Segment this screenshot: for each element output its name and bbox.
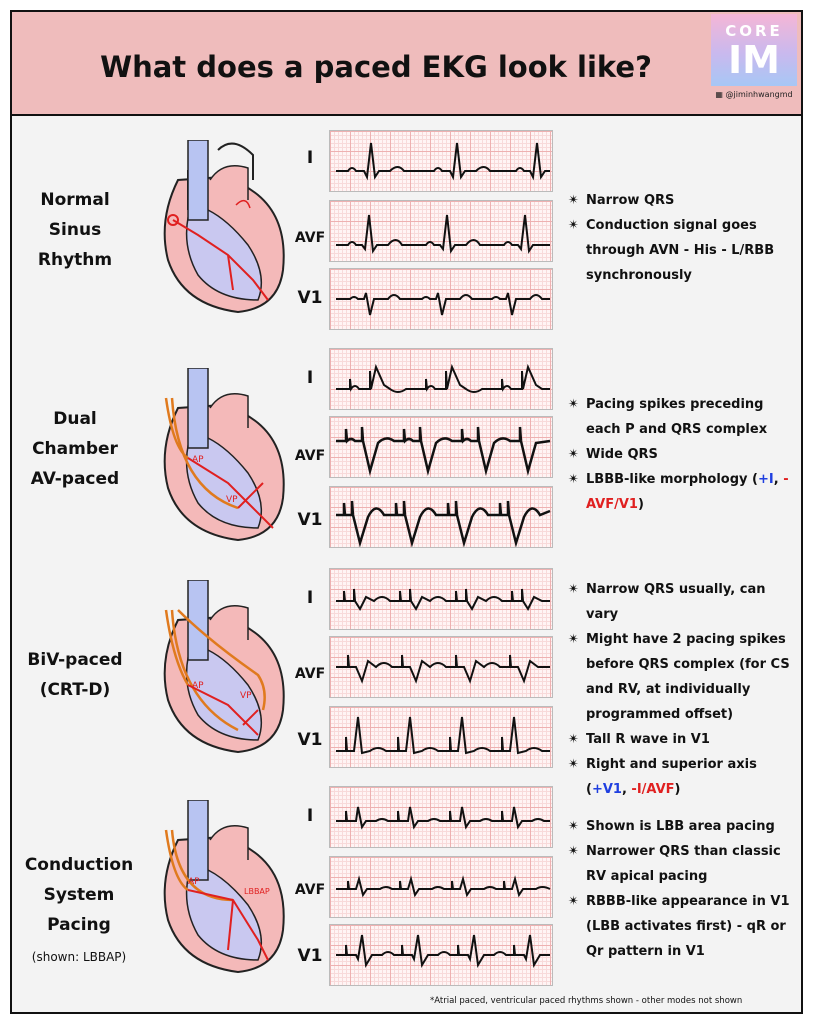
bullets-biv [568, 577, 800, 802]
bullet-text: Right and superior axis ( [586, 757, 757, 797]
bullet-item [568, 814, 800, 839]
heart-mark-vp: VP [226, 495, 238, 505]
bullet-star-icon: ✴ [568, 819, 579, 834]
label-line: Normal [40, 190, 110, 210]
bullet-text: RBBB-like appearance in V1 (LBB activates first) - qR or Qr pattern in V1 [586, 894, 790, 959]
lead-label-v1: V1 [297, 946, 323, 966]
label-line: Sinus [48, 220, 102, 240]
ekg-strip-csp-avf [329, 856, 553, 918]
footnote: *Atrial paced, ventricular paced rhythms shown - other modes not shown [430, 996, 743, 1006]
bullet-star-icon: ✴ [568, 472, 579, 487]
logo-text-core: CORE [725, 22, 783, 40]
core-im-logo [711, 14, 797, 100]
lead-label-avf: AVF [294, 448, 326, 464]
positive-leads: +I [757, 472, 774, 487]
bullet-text: Pacing spikes preceding each P and QRS complex [586, 397, 768, 437]
bullet-text: LBBB-like morphology ( [586, 472, 758, 487]
section-sublabel-csp: (shown: LBBAP) [31, 950, 127, 964]
bullet-item [568, 392, 800, 442]
label-line: System [43, 885, 115, 905]
section-label-nsr [20, 185, 130, 275]
bullet-text: ) [674, 782, 681, 797]
heart-illustration-biv [148, 580, 288, 760]
bullet-item [568, 467, 800, 517]
bullet-star-icon: ✴ [568, 397, 579, 412]
lead-label-v1: V1 [297, 288, 323, 308]
label-line: AV-paced [30, 469, 120, 489]
bullet-text: Narrower QRS than classic RV apical pacing [586, 844, 781, 884]
bullet-text: Might have 2 pacing spikes before QRS complex (for CS and RV, at individually programmed offset) [586, 632, 790, 722]
label-line: BiV-paced [27, 650, 123, 670]
ekg-strip-csp-i [329, 786, 553, 848]
bullet-item [568, 727, 800, 752]
ekg-trace [330, 487, 552, 547]
logo-badge [711, 14, 797, 86]
ekg-trace [330, 787, 552, 847]
bullet-text: Conduction signal goes through AVN - His - L/RBB synchronously [586, 218, 775, 283]
bullet-star-icon: ✴ [568, 582, 579, 597]
bullet-star-icon: ✴ [568, 193, 579, 208]
section-label-dual-chamber [20, 404, 130, 494]
bullets-csp [568, 814, 800, 964]
label-line: Dual [53, 409, 97, 429]
page-title: What does a paced EKG look like? [100, 50, 652, 84]
bullet-star-icon: ✴ [568, 732, 579, 747]
ekg-trace [330, 201, 552, 261]
ekg-strip-nsr-i [329, 130, 553, 192]
heart-mark-ap: AP [188, 877, 200, 887]
ekg-strip-biv-v1 [329, 706, 553, 768]
bullet-text: ) [637, 497, 644, 512]
bullet-item [568, 889, 800, 964]
lead-label-avf: AVF [294, 666, 326, 682]
bullets-nsr [568, 188, 800, 288]
bullet-item [568, 442, 800, 467]
label-line: (CRT-D) [39, 680, 111, 700]
ekg-strip-dual-v1 [329, 486, 553, 548]
bullet-text: Wide QRS [586, 447, 658, 462]
bullets-dual-chamber [568, 392, 800, 517]
bullet-text: Shown is LBB area pacing [586, 819, 775, 834]
bullet-star-icon: ✴ [568, 757, 579, 772]
bullet-star-icon: ✴ [568, 632, 579, 647]
section-label-biv [20, 645, 130, 705]
bullet-star-icon: ✴ [568, 447, 579, 462]
ekg-trace [330, 637, 552, 697]
bullet-item [568, 577, 800, 627]
ekg-strip-csp-v1 [329, 924, 553, 986]
ekg-strip-dual-i [329, 348, 553, 410]
lead-label-i: I [306, 148, 314, 168]
lead-label-avf: AVF [294, 882, 326, 898]
header-banner [10, 10, 803, 116]
ekg-trace [330, 349, 552, 409]
lead-label-avf: AVF [294, 230, 326, 246]
heart-illustration-dual-chamber [148, 368, 288, 548]
bullet-text: , [773, 472, 784, 487]
ekg-strip-nsr-avf [329, 200, 553, 262]
author-handle-text: @jiminhwangmd [725, 90, 793, 99]
ekg-trace [330, 569, 552, 629]
lead-label-v1: V1 [297, 730, 323, 750]
bullet-star-icon: ✴ [568, 844, 579, 859]
author-handle: ▦ @jiminhwangmd [715, 90, 793, 99]
bullet-item [568, 627, 800, 727]
ekg-trace [330, 417, 552, 477]
logo-text-im: IM [728, 38, 780, 82]
ekg-trace [330, 269, 552, 329]
ekg-strip-dual-avf [329, 416, 553, 478]
heart-illustration-nsr [148, 140, 288, 320]
lead-label-i: I [306, 588, 314, 608]
negative-leads: -AVF/V1 [586, 472, 789, 512]
bullet-text: Narrow QRS usually, can vary [586, 582, 766, 622]
lead-label-i: I [306, 806, 314, 826]
bullet-item [568, 188, 800, 213]
ekg-strip-biv-avf [329, 636, 553, 698]
bullet-item [568, 752, 800, 802]
label-line: Conduction [24, 855, 134, 875]
ekg-strip-biv-i [329, 568, 553, 630]
label-line: Rhythm [37, 250, 113, 270]
heart-mark-ap: AP [192, 455, 204, 465]
bullet-text: , [621, 782, 632, 797]
ekg-strip-nsr-v1 [329, 268, 553, 330]
lead-label-v1: V1 [297, 510, 323, 530]
heart-illustration-csp [148, 800, 288, 980]
ekg-trace [330, 131, 552, 191]
bullet-text: Tall R wave in V1 [586, 732, 710, 747]
label-line: Chamber [32, 439, 118, 459]
heart-mark-ap: AP [192, 681, 204, 691]
bullet-text: Narrow QRS [586, 193, 675, 208]
bullet-star-icon: ✴ [568, 894, 579, 909]
heart-mark-lbbap: LBBAP [244, 887, 270, 896]
ekg-trace [330, 925, 552, 985]
bullet-item [568, 213, 800, 288]
lead-label-i: I [306, 368, 314, 388]
bullet-star-icon: ✴ [568, 218, 579, 233]
negative-leads: -I/AVF [631, 782, 675, 797]
label-line: Pacing [47, 915, 111, 935]
heart-mark-vp: VP [240, 691, 252, 701]
ekg-trace [330, 857, 552, 917]
section-label-csp [20, 850, 138, 940]
positive-leads: +V1 [591, 782, 622, 797]
ekg-trace [330, 707, 552, 767]
bullet-item [568, 839, 800, 889]
